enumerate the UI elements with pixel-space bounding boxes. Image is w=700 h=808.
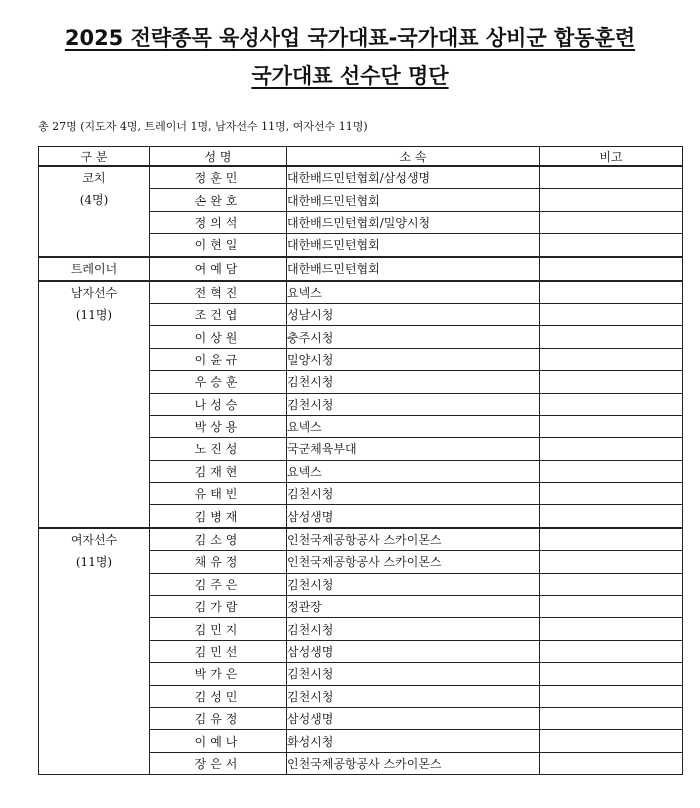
member-remarks <box>540 640 683 662</box>
member-remarks <box>540 483 683 505</box>
group-cell <box>39 166 150 257</box>
member-affiliation: 정관장 <box>287 596 540 618</box>
member-remarks <box>540 551 683 573</box>
roster-summary: 총 27명 (지도자 4명, 트레이너 1명, 남자선수 11명, 여자선수 11명) <box>38 120 368 133</box>
member-name: 우승훈 <box>150 371 287 393</box>
member-affiliation: 삼성생명 <box>287 505 540 528</box>
member-name: 김재현 <box>150 460 287 482</box>
table-row <box>39 166 683 189</box>
member-name: 노진성 <box>150 438 287 460</box>
member-affiliation: 대한배드민턴협회 <box>287 257 540 281</box>
member-remarks <box>540 371 683 393</box>
member-affiliation: 국군체육부대 <box>287 438 540 460</box>
member-affiliation: 인천국제공항공사 스카이몬스 <box>287 528 540 551</box>
member-name: 이상원 <box>150 326 287 348</box>
member-name: 박상용 <box>150 415 287 437</box>
member-remarks <box>540 730 683 752</box>
member-remarks <box>540 663 683 685</box>
member-affiliation: 대한배드민턴협회/밀양시청 <box>287 211 540 233</box>
member-remarks <box>540 211 683 233</box>
header-affiliation: 소 속 <box>287 147 540 167</box>
member-affiliation: 인천국제공항공사 스카이몬스 <box>287 752 540 774</box>
table-row <box>39 281 683 304</box>
member-name: 정훈민 <box>150 166 287 189</box>
member-remarks <box>540 707 683 729</box>
member-name: 김병재 <box>150 505 287 528</box>
member-name: 김민지 <box>150 618 287 640</box>
member-name: 김유정 <box>150 707 287 729</box>
header-name: 성 명 <box>150 147 287 167</box>
member-remarks <box>540 281 683 304</box>
member-affiliation: 김천시청 <box>287 371 540 393</box>
member-affiliation: 삼성생명 <box>287 640 540 662</box>
member-remarks <box>540 393 683 415</box>
group-cell <box>39 281 150 528</box>
member-name: 박가은 <box>150 663 287 685</box>
member-affiliation: 삼성생명 <box>287 707 540 729</box>
member-remarks <box>540 752 683 774</box>
member-name: 김주은 <box>150 573 287 595</box>
member-name: 장은서 <box>150 752 287 774</box>
member-affiliation: 요넥스 <box>287 281 540 304</box>
member-remarks <box>540 348 683 370</box>
member-affiliation: 대한배드민턴협회/삼성생명 <box>287 166 540 189</box>
member-affiliation: 김천시청 <box>287 663 540 685</box>
document-subtitle: 국가대표 선수단 명단 <box>251 64 449 88</box>
member-remarks <box>540 326 683 348</box>
member-affiliation: 성남시청 <box>287 303 540 325</box>
group-label: 남자선수 <box>70 285 118 300</box>
member-name: 전혁진 <box>150 281 287 304</box>
group-count: (11명) <box>75 307 113 322</box>
member-name: 김성민 <box>150 685 287 707</box>
member-affiliation: 김천시청 <box>287 483 540 505</box>
member-name: 여예담 <box>150 257 287 281</box>
member-name: 유태빈 <box>150 483 287 505</box>
member-affiliation: 충주시청 <box>287 326 540 348</box>
member-affiliation: 대한배드민턴협회 <box>287 234 540 257</box>
member-remarks <box>540 189 683 211</box>
member-affiliation: 요넥스 <box>287 460 540 482</box>
group-cell <box>39 528 150 775</box>
member-name: 정의석 <box>150 211 287 233</box>
member-affiliation: 김천시청 <box>287 618 540 640</box>
header-category: 구 분 <box>39 147 150 167</box>
member-name: 조건엽 <box>150 303 287 325</box>
group-cell <box>39 257 150 281</box>
member-name: 이윤규 <box>150 348 287 370</box>
group-count: (11명) <box>75 554 113 569</box>
table-header-row <box>39 147 683 167</box>
member-affiliation: 요넥스 <box>287 415 540 437</box>
member-name: 손완호 <box>150 189 287 211</box>
member-name: 나성승 <box>150 393 287 415</box>
member-remarks <box>540 257 683 281</box>
member-affiliation: 화성시청 <box>287 730 540 752</box>
group-label: 코치 <box>82 171 106 185</box>
member-affiliation: 대한배드민턴협회 <box>287 189 540 211</box>
member-name: 이현일 <box>150 234 287 257</box>
roster-table <box>38 146 683 775</box>
table-row <box>39 528 683 551</box>
member-affiliation: 인천국제공항공사 스카이몬스 <box>287 551 540 573</box>
member-remarks <box>540 596 683 618</box>
document-title: 2025 전략종목 육성사업 국가대표-국가대표 상비군 합동훈련 <box>64 26 636 50</box>
member-remarks <box>540 685 683 707</box>
group-label: 트레이너 <box>70 261 118 276</box>
table-row <box>39 257 683 281</box>
member-remarks <box>540 573 683 595</box>
member-name: 이예나 <box>150 730 287 752</box>
member-remarks <box>540 234 683 257</box>
group-count: (4명) <box>79 193 109 207</box>
member-affiliation: 밀양시청 <box>287 348 540 370</box>
member-remarks <box>540 618 683 640</box>
member-name: 김민선 <box>150 640 287 662</box>
member-remarks <box>540 303 683 325</box>
member-name: 채유정 <box>150 551 287 573</box>
member-remarks <box>540 438 683 460</box>
member-name: 김소영 <box>150 528 287 551</box>
member-remarks <box>540 415 683 437</box>
roster-body <box>39 166 683 775</box>
member-remarks <box>540 166 683 189</box>
member-affiliation: 김천시청 <box>287 393 540 415</box>
member-remarks <box>540 505 683 528</box>
member-remarks <box>540 528 683 551</box>
group-label: 여자선수 <box>70 532 118 547</box>
header-remarks: 비고 <box>540 147 683 167</box>
member-affiliation: 김천시청 <box>287 685 540 707</box>
member-name: 김가람 <box>150 596 287 618</box>
member-affiliation: 김천시청 <box>287 573 540 595</box>
member-remarks <box>540 460 683 482</box>
